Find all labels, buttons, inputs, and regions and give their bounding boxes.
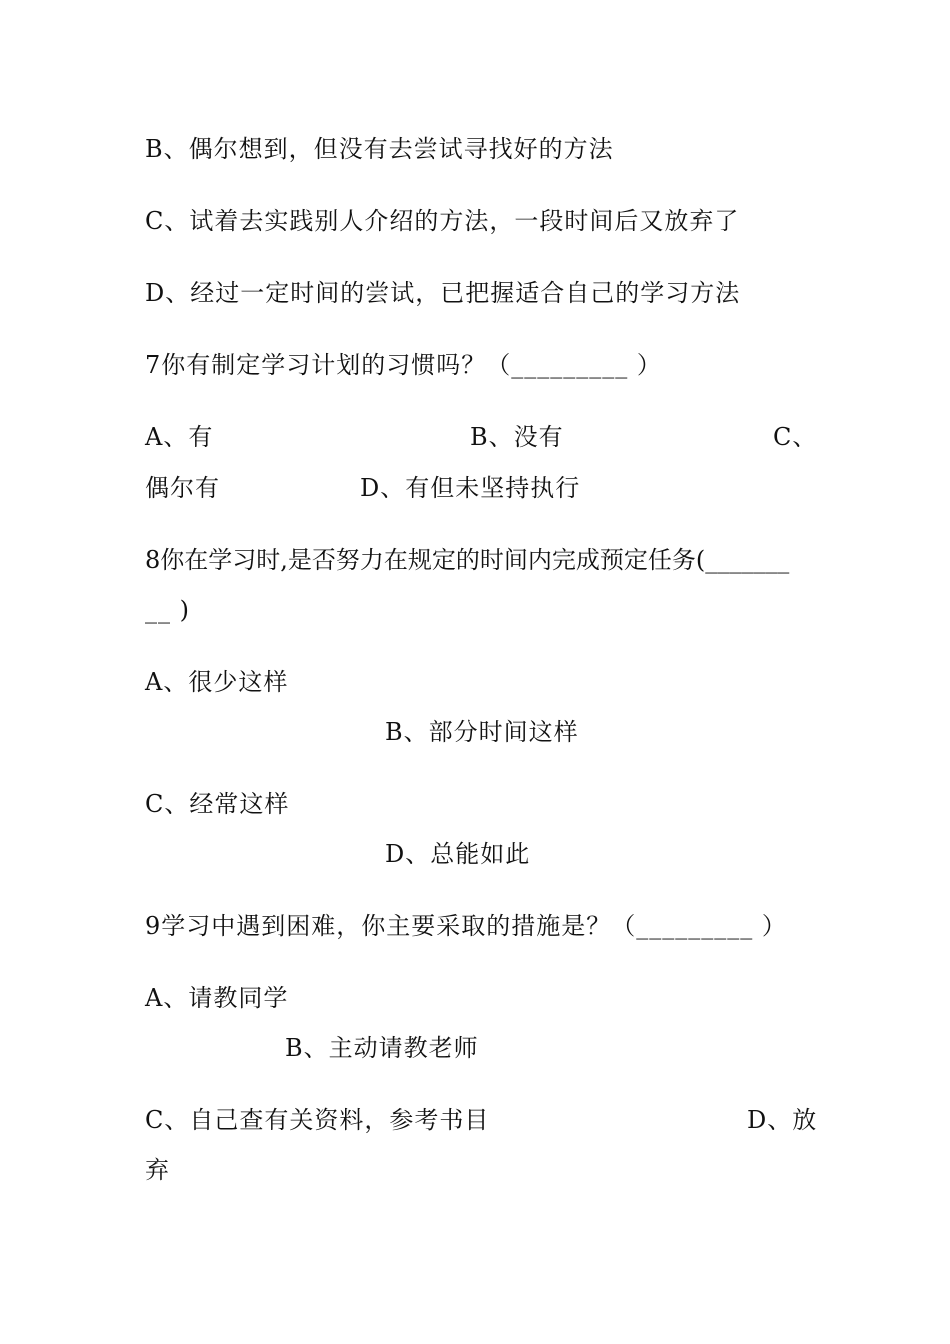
q8-option-b: B、部分时间这样 <box>385 718 579 746</box>
q7-option-c-prefix: C、 <box>773 423 818 451</box>
q7-option-d: D、有但未坚持执行 <box>360 474 581 502</box>
q8-option-a: A、很少这样 <box>145 668 289 696</box>
q7-option-a: A、有 <box>145 423 214 451</box>
q8-option-c: C、经常这样 <box>145 790 290 818</box>
q8-option-d: D、总能如此 <box>385 840 531 868</box>
q9-question: 9学习中遇到困难，你主要采取的措施是？（_________ ） <box>145 912 787 940</box>
q9-option-b: B、主动请教老师 <box>285 1034 479 1062</box>
q6-option-d: D、经过一定时间的尝试，已把握适合自己的学习方法 <box>145 279 741 307</box>
q9-option-d-rest: 弃 <box>145 1156 170 1184</box>
q7-question: 7你有制定学习计划的习惯吗？（_________ ） <box>145 351 662 379</box>
q6-option-c: C、试着去实践别人介绍的方法，一段时间后又放弃了 <box>145 207 740 235</box>
q7-option-c-rest: 偶尔有 <box>145 474 220 502</box>
q6-option-b: B、偶尔想到，但没有去尝试寻找好的方法 <box>145 135 614 163</box>
q8-question-line1: 8你在学习时,是否努力在规定的时间内完成预定任务(_______ <box>145 546 790 574</box>
q9-option-a: A、请教同学 <box>145 984 289 1012</box>
q7-option-b: B、没有 <box>470 423 564 451</box>
q9-option-c: C、自己查有关资料，参考书目 <box>145 1106 490 1134</box>
q9-option-d-prefix: D、放 <box>747 1106 818 1134</box>
q8-question-line2: __ ) <box>145 596 190 624</box>
